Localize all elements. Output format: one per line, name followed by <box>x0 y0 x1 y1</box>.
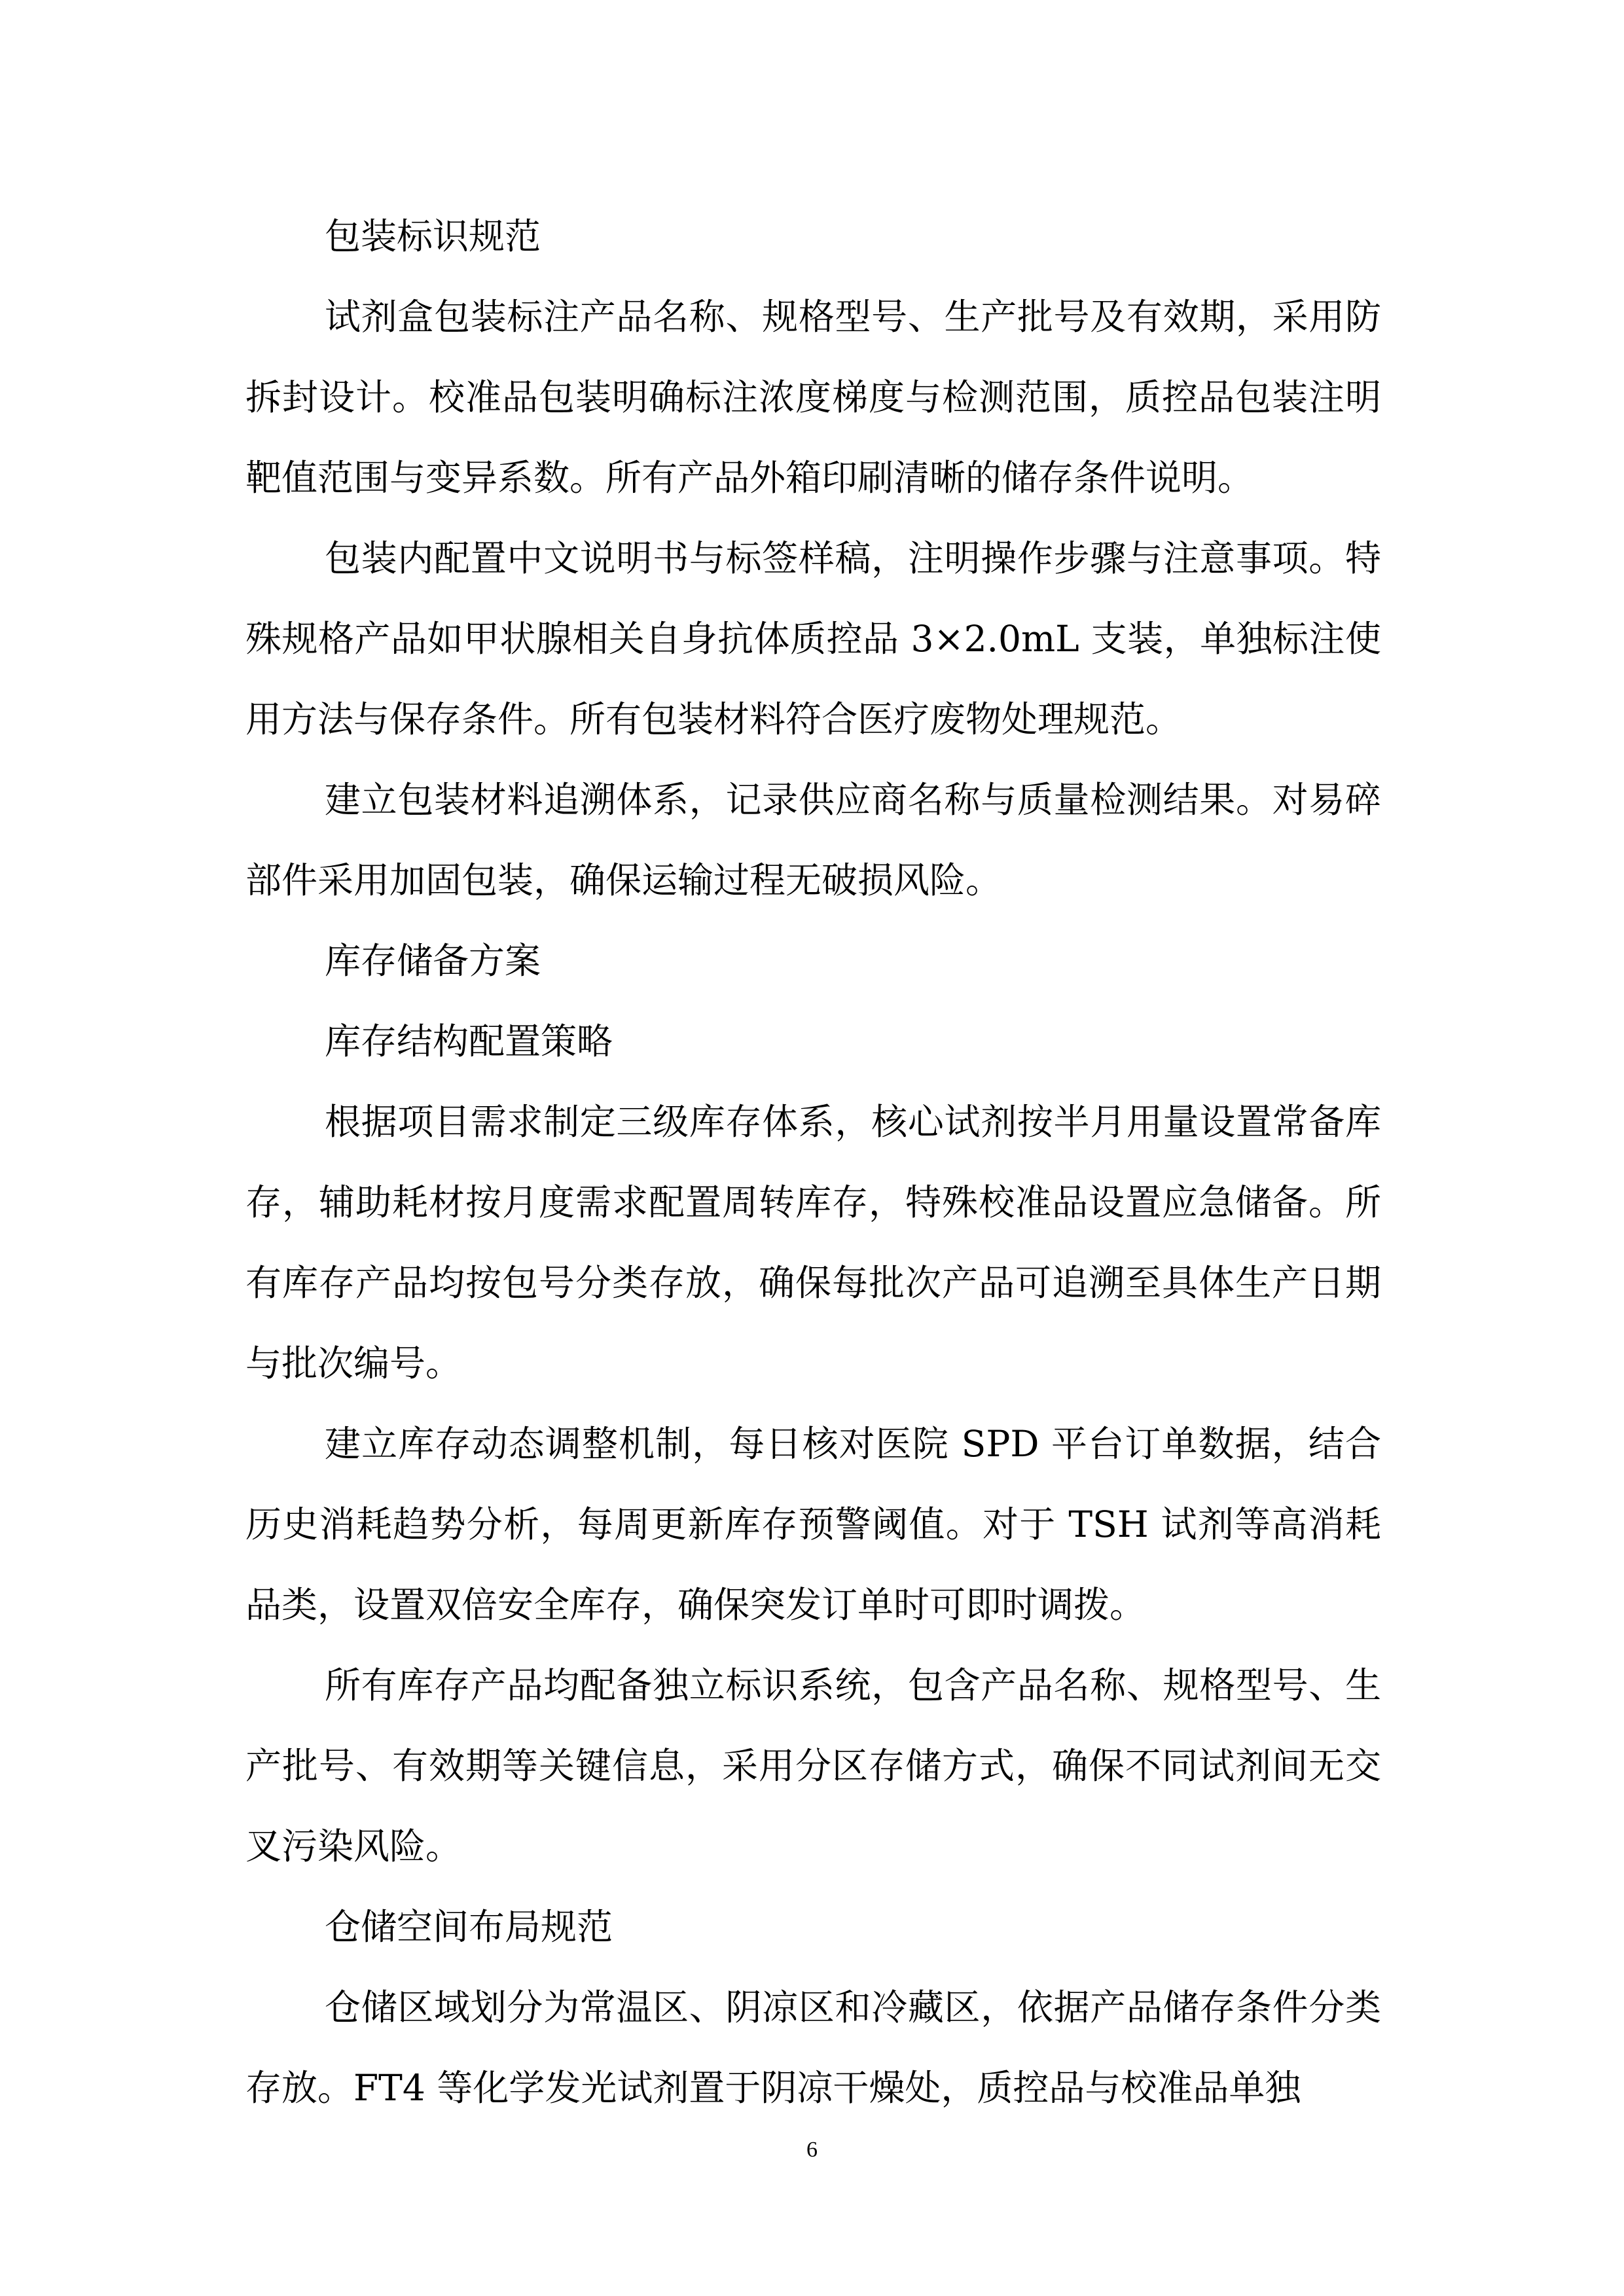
paragraph-kit-packaging: 试剂盒包装标注产品名称、规格型号、生产批号及有效期，采用防拆封设计。校准品包装明确标注浓度梯度与检测范围，质控品包装注明靶值范围与变异系数。所有产品外箱印刷清晰的储存条件说明。 <box>245 296 1381 499</box>
paragraph-dynamic-adjustment: 建立库存动态调整机制，每日核对医院 SPD 平台订单数据，结合历史消耗趋势分析，每周更新库存预警阈值。对于 TSH 试剂等高消耗品类，设置双倍安全库存，确保突发订单时可即时调拨。 <box>245 1423 1381 1626</box>
page-number: 6 <box>806 2138 818 2162</box>
paragraph-packaging-traceability: 建立包装材料追溯体系，记录供应商名称与质量检测结果。对易碎部件采用加固包装，确保运输过程无破损风险。 <box>245 779 1381 901</box>
section-heading-inventory-structure: 库存结构配置策略 <box>325 1020 613 1062</box>
section-heading-inventory-plan: 库存储备方案 <box>325 940 541 982</box>
document-body <box>245 196 1381 2128</box>
paragraph-three-tier-inventory: 根据项目需求制定三级库存体系，核心试剂按半月用量设置常备库存，辅助耗材按月度需求配置周转库存，特殊校准品设置应急储备。所有库存产品均按包号分类存放，确保每批次产品可追溯至具体生产日期与批次编号。 <box>245 1101 1381 1384</box>
paragraph-inner-packaging: 包装内配置中文说明书与标签样稿，注明操作步骤与注意事项。特殊规格产品如甲状腺相关自身抗体质控品 3×2.0mL 支装，单独标注使用方法与保存条件。所有包装材料符合医疗废物处理规范。 <box>245 537 1381 740</box>
section-heading-storage-layout: 仓储空间布局规范 <box>325 1906 613 1948</box>
paragraph-identification-system: 所有库存产品均配备独立标识系统，包含产品名称、规格型号、生产批号、有效期等关键信息，采用分区存储方式，确保不同试剂间无交叉污染风险。 <box>245 1664 1381 1867</box>
paragraph-storage-zones: 仓储区域划分为常温区、阴凉区和冷藏区，依据产品储存条件分类存放。FT4 等化学发光试剂置于阴凉干燥处，质控品与校准品单独 <box>245 1986 1381 2109</box>
section-heading-packaging-label: 包装标识规范 <box>325 215 541 257</box>
